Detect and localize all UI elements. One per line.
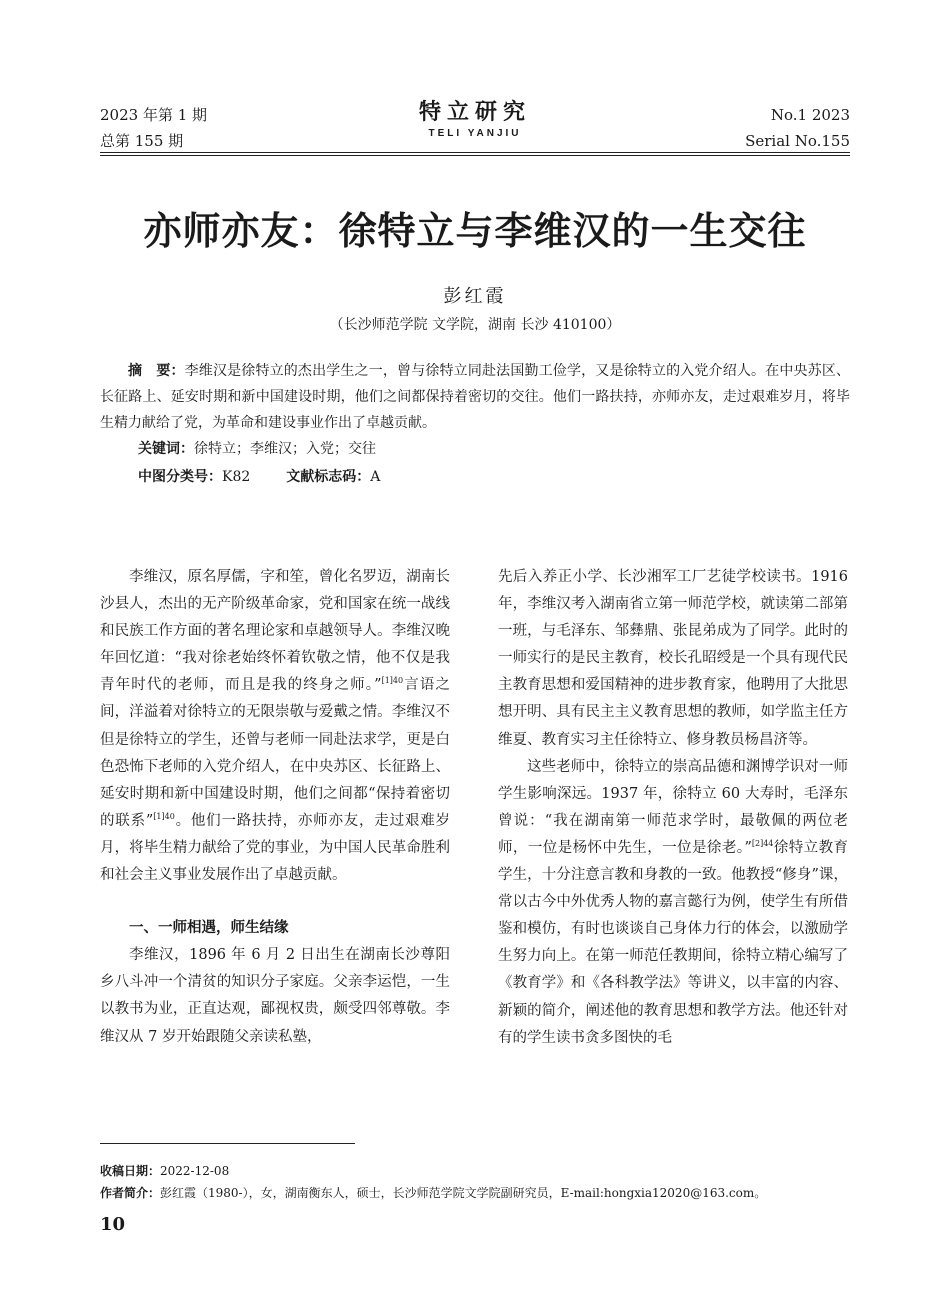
body-column-left: [100, 564, 450, 1051]
received-value: 2022-12-08: [160, 1164, 230, 1178]
abstract-label: 摘 要：: [128, 363, 185, 379]
text-run: 李维汉，原名厚儒，字和笙，曾化名罗迈，湖南长沙县人，杰出的无产阶级革命家，党和国家在统一战线和民族工作方面的著名理论家和卓越领导人。李维汉晚年回忆道：“我对徐老始终怀着钦敬之情，他不仅是我青年时代的老师，而且是我的终身之师。”: [100, 569, 450, 694]
keywords: [138, 436, 376, 462]
doc-code-value: A: [370, 469, 381, 485]
paragraph: 先后入养正小学、长沙湘军工厂艺徒学校读书。1916 年，李维汉考入湖南省立第一师范学校，就读第二部第一班，与毛泽东、邹彝鼎、张昆弟成为了同学。此时的一师实行的是民主教育，校长孔昭绶是一个具有现代民主教育思想和爱国精神的进步教育家，他聘用了大批思想开明、具有民主主义教育思想的教师，如学监主任方维夏、教育实习主任徐特立、修身教员杨昌济等。: [498, 569, 848, 748]
clc-label: 中图分类号：: [138, 469, 222, 485]
abstract-text: 李维汉是徐特立的杰出学生之一，曾与徐特立同赴法国勤工俭学，又是徐特立的入党介绍人。在中央苏区、长征路上、延安时期和新中国建设时期，他们之间都保持着密切的交往。他们一路扶持，亦师亦友，走过艰难岁月，将毕生精力献给了党，为革命和建设事业作出了卓越贡献。: [100, 363, 850, 431]
paragraph: [498, 754, 848, 1052]
journal-title-en: TELI YANJIU: [428, 128, 522, 139]
text-run: 这些老师中，徐特立的崇高品德和渊博学识对一师学生影响深远。1937 年，徐特立 60 大寿时，毛泽东曾说：“我在湖南第一师范求学时，最敬佩的两位老师，一位是杨怀中先生，一位是徐老。”: [498, 758, 848, 856]
keywords-label: 关键词：: [138, 441, 194, 457]
issue-info-cn: [100, 102, 207, 154]
author-bio-label: 作者简介：: [100, 1186, 161, 1200]
section-heading: 一、一师相遇，师生结缘: [129, 920, 289, 937]
serial-en: Serial No.155: [745, 132, 850, 150]
abstract: [100, 358, 850, 436]
header-rule-secondary: [100, 155, 850, 156]
citation: [1]40: [381, 676, 404, 686]
serial-cn: 总第 155 期: [100, 132, 184, 150]
issue-info-en: [745, 102, 850, 154]
received-date: [100, 1160, 860, 1182]
text-run: 。他们一路扶持，亦师亦友，走过艰难岁月，将毕生精力献给了党的事业，为中国人民革命胜利和社会主义事业发展作出了卓越贡献。: [100, 812, 450, 884]
text-run: 徐特立教育学生，十分注意言教和身教的一致。他教授“修身”课，常以古今中外优秀人物的嘉言懿行为例，使学生有所借鉴和模仿，有时也谈谈自己身体力行的体会，以激励学生努力向上。在第一师范任教期间，徐特立精心编写了《教育学》和《各科教学法》等讲义，以丰富的内容、新颖的简介，阐述他的教育思想和教学方法。他还针对有的学生读书贪多图快的毛: [498, 839, 848, 1046]
citation: [2]44: [751, 839, 774, 849]
received-label: 收稿日期：: [100, 1164, 161, 1178]
issue-en: No.1 2023: [770, 106, 850, 124]
author-bio: [100, 1182, 860, 1204]
doc-code-label: 文献标志码：: [286, 469, 371, 485]
footnote-rule: [100, 1143, 355, 1144]
author-affiliation: （长沙师范学院 文学院，湖南 长沙 410100）: [329, 317, 621, 333]
author-bio-text: 彭红霞（1980-），女，湖南衡东人，硕士，长沙师范学院文学院副研究员，E-mail:hongxia12020@163.com。: [160, 1186, 767, 1200]
keywords-text: 徐特立；李维汉；入党；交往: [194, 441, 376, 457]
article-author: 彭红霞: [443, 286, 507, 307]
header-rule: [100, 152, 850, 153]
body-column-right: [498, 564, 848, 1052]
paragraph: 李维汉，1896 年 6 月 2 日出生在湖南长沙尊阳乡八斗冲一个清贫的知识分子家庭。父亲李运恺，一生以教书为业，正直达观，鄙视权贵，颇受四邻尊敬。李维汉从 7 岁开始跟随父亲读私塾，: [100, 947, 450, 1045]
citation: [1]40: [153, 812, 175, 822]
classification: [138, 464, 380, 490]
page-number: 10: [100, 1214, 126, 1235]
text-run: 言语之间，洋溢着对徐特立的无限崇敬与爱戴之情。李维汉不但是徐特立的学生，还曾与老师一同赴法求学，更是白色恐怖下老师的入党介绍人，在中央苏区、长征路上、延安时期和新中国建设时期，他们之间都“保持着密切的联系”: [100, 677, 450, 829]
journal-masthead: [400, 98, 550, 139]
journal-title-cn: 特立研究: [418, 99, 531, 125]
paragraph: [100, 564, 450, 889]
clc-value: K82: [222, 469, 251, 485]
issue-cn: 2023 年第 1 期: [100, 106, 208, 124]
article-title: 亦师亦友：徐特立与李维汉的一生交往: [143, 209, 807, 253]
